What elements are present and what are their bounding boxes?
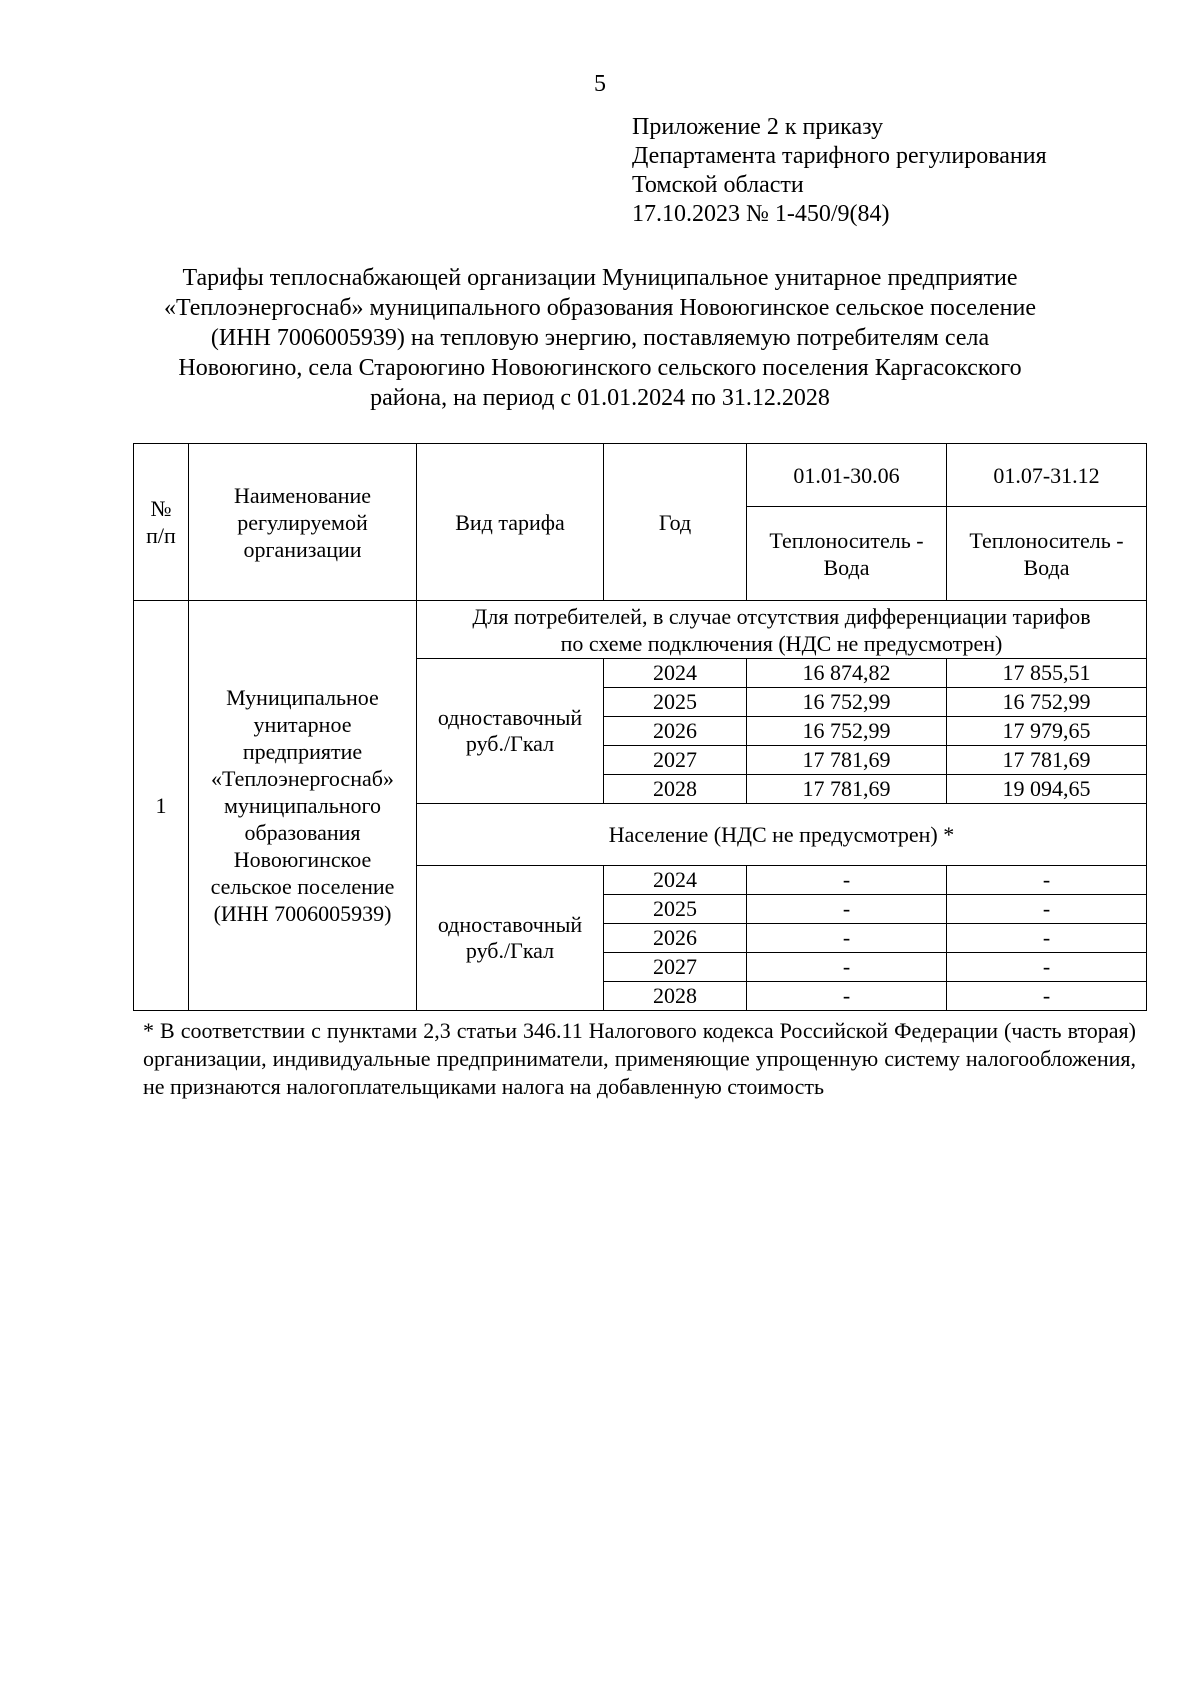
year-cell: 2027 bbox=[604, 746, 747, 775]
tariff-table bbox=[133, 443, 1147, 1011]
title-line: Тарифы теплоснабжающей организации Муниципальное унитарное предприятие bbox=[182, 265, 1018, 291]
table-header-row bbox=[134, 444, 1147, 507]
year-cell: 2028 bbox=[604, 775, 747, 804]
header-tariff-type: Вид тарифа bbox=[417, 444, 604, 601]
tariff-value-cell: - bbox=[947, 895, 1147, 924]
year-cell: 2025 bbox=[604, 688, 747, 717]
year-cell: 2025 bbox=[604, 895, 747, 924]
header-period-2: 01.07-31.12 bbox=[947, 444, 1147, 507]
tariff-value-cell: - bbox=[747, 924, 947, 953]
tariff-value-cell: - bbox=[947, 924, 1147, 953]
title-line: района, на период с 01.01.2024 по 31.12.2028 bbox=[370, 385, 830, 411]
year-cell: 2026 bbox=[604, 717, 747, 746]
tariff-value-cell: - bbox=[947, 982, 1147, 1011]
tariff-type-cell: одноставочный руб./Гкал bbox=[417, 866, 604, 1011]
appendix-reference bbox=[632, 113, 1047, 229]
document-title bbox=[130, 263, 1070, 413]
year-cell: 2024 bbox=[604, 659, 747, 688]
header-carrier-1: Теплоноситель - Вода bbox=[747, 507, 947, 601]
header-carrier-2: Теплоноситель - Вода bbox=[947, 507, 1147, 601]
tariff-value-cell: - bbox=[747, 982, 947, 1011]
organization-name: Муниципальное унитарное предприятие «Теплоэнергоснаб» муниципального образования Новоюгинское сельское поселение (ИНН 7006005939) bbox=[189, 601, 417, 1011]
header-year: Год bbox=[604, 444, 747, 601]
year-cell: 2027 bbox=[604, 953, 747, 982]
tariff-type-cell: одноставочный руб./Гкал bbox=[417, 659, 604, 804]
tariff-value-cell: 19 094,65 bbox=[947, 775, 1147, 804]
tariff-value-cell: - bbox=[747, 866, 947, 895]
tariff-value-cell: - bbox=[747, 953, 947, 982]
title-line: Новоюгино, села Староюгино Новоюгинского сельского поселения Каргасокского bbox=[178, 355, 1022, 381]
tariff-value-cell: 17 781,69 bbox=[747, 746, 947, 775]
tariff-value-cell: 17 781,69 bbox=[947, 746, 1147, 775]
section-heading-population: Население (НДС не предусмотрен) * bbox=[417, 804, 1147, 866]
tariff-value-cell: 17 979,65 bbox=[947, 717, 1147, 746]
tariff-value-cell: - bbox=[747, 895, 947, 924]
header-organization: Наименование регулируемой организации bbox=[189, 444, 417, 601]
tariff-value-cell: 16 874,82 bbox=[747, 659, 947, 688]
table-row bbox=[134, 601, 1147, 659]
row-number: 1 bbox=[134, 601, 189, 1011]
header-num: № п/п bbox=[134, 444, 189, 601]
appendix-line: Приложение 2 к приказу bbox=[632, 114, 884, 140]
page-number: 5 bbox=[594, 71, 606, 97]
tariff-value-cell: 17 855,51 bbox=[947, 659, 1147, 688]
appendix-line: Департамента тарифного регулирования bbox=[632, 143, 1047, 169]
tariff-value-cell: 16 752,99 bbox=[747, 688, 947, 717]
tariff-value-cell: 16 752,99 bbox=[947, 688, 1147, 717]
tariff-value-cell: - bbox=[947, 953, 1147, 982]
tariff-value-cell: - bbox=[947, 866, 1147, 895]
year-cell: 2026 bbox=[604, 924, 747, 953]
tariff-value-cell: 16 752,99 bbox=[747, 717, 947, 746]
footnote: * В соответствии с пунктами 2,3 статьи 346.11 Налогового кодекса Российской Федерации (часть вторая) организации, индивидуальные предприниматели, применяющие упрощенную систему налогообложения, не признаются налогоплательщиками налога на добавленную стоимость bbox=[143, 1018, 1136, 1099]
year-cell: 2024 bbox=[604, 866, 747, 895]
title-line: (ИНН 7006005939) на тепловую энергию, поставляемую потребителям села bbox=[210, 325, 990, 351]
appendix-line: 17.10.2023 № 1-450/9(84) bbox=[632, 201, 890, 227]
section-heading-consumers: Для потребителей, в случае отсутствия дифференциации тарифов по схеме подключения (НДС не предусмотрен) bbox=[417, 601, 1147, 659]
appendix-line: Томской области bbox=[632, 172, 804, 198]
tariff-value-cell: 17 781,69 bbox=[747, 775, 947, 804]
header-period-1: 01.01-30.06 bbox=[747, 444, 947, 507]
year-cell: 2028 bbox=[604, 982, 747, 1011]
title-line: «Теплоэнергоснаб» муниципального образования Новоюгинское сельское поселение bbox=[164, 295, 1036, 321]
